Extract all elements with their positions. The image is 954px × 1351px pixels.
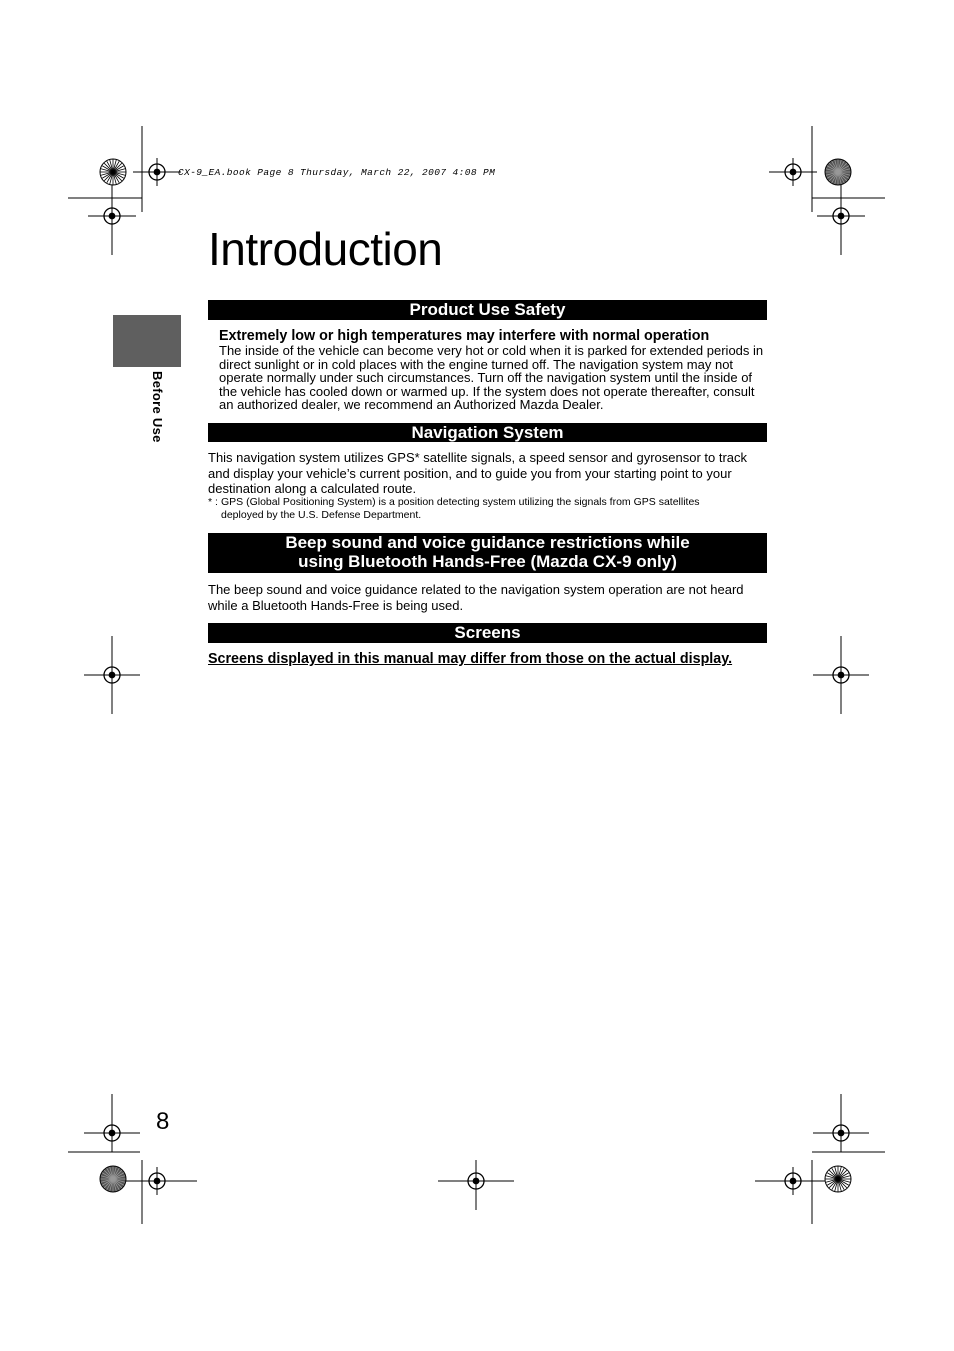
side-tab-marker <box>113 315 181 367</box>
gps-footnote <box>208 496 768 522</box>
color-target-icon <box>825 159 851 185</box>
page-title: Introduction <box>208 223 443 275</box>
section-heading-product-use-safety: Product Use Safety <box>208 300 767 320</box>
section-heading-beep-sound <box>208 533 767 573</box>
color-target-icon <box>100 159 126 185</box>
temperature-warning-subheading: Extremely low or high temperatures may interfere with normal operation <box>219 328 710 344</box>
temperature-warning-text: The inside of the vehicle can become very hot or cold when it is parked for extended periods in direct sunlight or in cold places with the engine turned off. The navigation system may not operate normally under such circumstances. Turn off the navigation system until the inside of the vehicle has cooled down or warmed up. If the system does not operate thereafter, consult an authorized dealer, we recommend an Authorized Mazda Dealer. <box>219 343 764 413</box>
footnote-line-2: deployed by the U.S. Defense Department. <box>221 509 422 521</box>
beep-heading-line-2: using Bluetooth Hands-Free (Mazda CX-9 only) <box>298 552 677 571</box>
registration-dot <box>154 169 161 176</box>
registration-dot <box>790 1178 797 1185</box>
side-tab-label: Before Use <box>150 371 165 443</box>
color-target-icon <box>100 1166 126 1192</box>
page-number: 8 <box>156 1108 170 1135</box>
section-heading-navigation-system: Navigation System <box>208 423 767 442</box>
footnote-line-1: GPS (Global Positioning System) is a position detecting system utilizing the signals from GPS satellites <box>221 496 700 508</box>
registration-dot <box>154 1178 161 1185</box>
beep-heading-line-1: Beep sound and voice guidance restrictions while <box>285 533 690 552</box>
section-heading-screens: Screens <box>208 623 767 643</box>
screens-disclaimer: Screens displayed in this manual may differ from those on the actual display. <box>208 651 733 667</box>
navigation-system-text: This navigation system utilizes GPS* satellite signals, a speed sensor and gyrosensor to track and display your vehicle’s current position, and to guide you from your starting point to your destination along a calculated route. <box>208 450 748 497</box>
color-target-icon <box>825 1166 851 1192</box>
beep-sound-text: The beep sound and voice guidance related to the navigation system operation are not heard while a Bluetooth Hands-Free is being used. <box>208 582 744 613</box>
footnote-mark: * : <box>208 496 218 508</box>
print-info-header: CX-9_EA.book Page 8 Thursday, March 22, 2007 4:08 PM <box>178 167 496 178</box>
registration-dot <box>790 169 797 176</box>
